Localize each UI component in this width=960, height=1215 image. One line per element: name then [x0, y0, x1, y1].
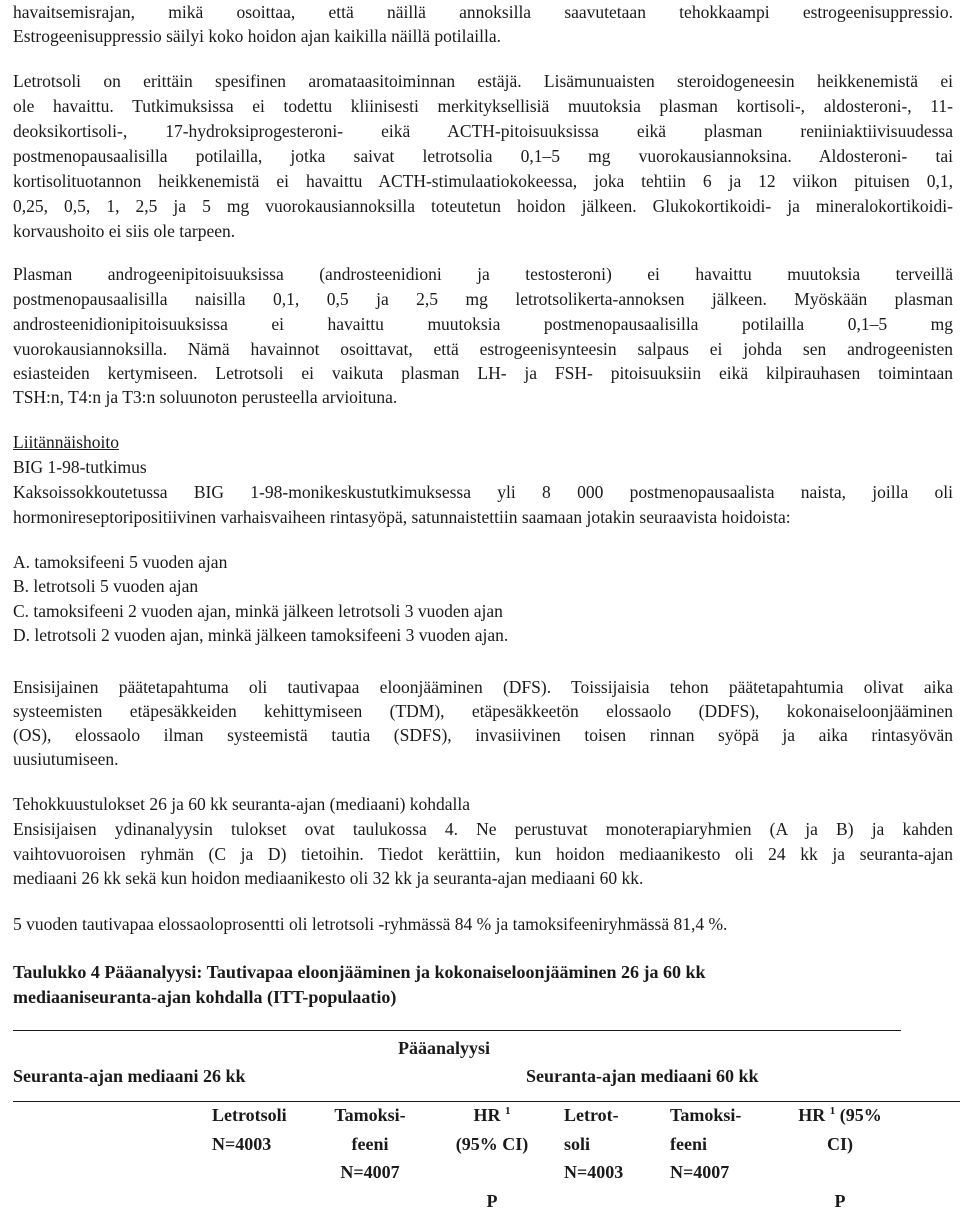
paragraph-line: Estrogeenisuppressio säilyi koko hoidon ajan kaikilla näillä potilailla. [13, 24, 501, 48]
table-group-header-26kk: Seuranta-ajan mediaani 26 kk [13, 1062, 246, 1091]
hr-ci-label: (95% [835, 1105, 882, 1125]
paragraph-line: ole havaittu. Tutkimuksissa ei todettu kliinisesti merkityksellisiä muutoksia plasman kortisoli-, aldosteroni-, 11- [13, 94, 953, 118]
column-header-hr-60 [788, 1101, 892, 1215]
column-header-line: Tamoksi- [670, 1101, 741, 1130]
paragraph-line: Ensisijaisen ydinanalyysin tulokset ovat taulukossa 4. Ne perustuvat monoterapiaryhmien (A ja B) ja kahden [13, 817, 953, 841]
column-header-hr-26 [444, 1101, 540, 1215]
column-header-line: N=4003 [564, 1158, 623, 1187]
footnote-mark: 1 [505, 1105, 511, 1117]
column-header-line: (95% CI) [444, 1130, 540, 1159]
paragraph-line: 5 vuoden tautivapaa elossaoloprosentti oli letrotsoli -ryhmässä 84 % ja tamoksifeeniryhmässä 81,4 %. [13, 912, 727, 936]
footnote-mark: 1 [830, 1105, 836, 1117]
column-header-line: feeni [324, 1130, 416, 1159]
paragraph-line: 0,25, 0,5, 1, 2,5 ja 5 mg vuorokausiannoksilla toteutetun hoidon jälkeen. Glukokortikoidi- ja mineralokortikoidi- [13, 194, 953, 218]
paragraph-line: Letrotsoli on erittäin spesifinen aromataasitoiminnan estäjä. Lisämunuaisten steroidogeneesin heikkenemistä ei [13, 69, 953, 93]
paragraph-line: hormonireseptoripositiivinen varhaisvaiheen rintasyöpä, satunnaistettiin saamaan jotakin seuraavista hoidoista: [13, 505, 791, 529]
treatment-arm-item: C. tamoksifeeni 2 vuoden ajan, minkä jälkeen letrotsoli 3 vuoden ajan [13, 599, 503, 623]
paragraph-line: vaihtovuoroisen ryhmän (C ja D) tietoihin. Tiedot kerättiin, kun hoidon mediaanikesto oli 24 kk ja seuranta-ajan [13, 842, 953, 866]
column-header-line: P [788, 1187, 892, 1215]
column-header-line: feeni [670, 1130, 741, 1159]
table-caption: Taulukko 4 Pääanalyysi: Tautivapaa eloonjääminen ja kokonaiseloonjääminen 26 ja 60 kk [13, 960, 706, 984]
study-name: BIG 1-98-tutkimus [13, 455, 147, 479]
paragraph-line: postmenopausaalisilla potilailla, jotka saivat letrotsolia 0,1–5 mg vuorokausiannoksina. Aldosteroni- tai [13, 144, 953, 168]
column-header-line: soli [564, 1130, 623, 1159]
paragraph-line: esiasteiden kertymiseen. Letrotsoli ei vaikuta plasman LH- ja FSH- pitoisuuksiin eikä kilpirauhasen toimintaan [13, 361, 953, 385]
paragraph-line: kortisolituotannon heikkenemistä ei havaittu ACTH-stimulaatiokokeessa, joka tehtiin 6 ja 12 viikon pituisen 0,1, [13, 169, 953, 193]
section-heading: Liitännäishoito [13, 430, 119, 454]
column-header-line: Letrotsoli [212, 1101, 287, 1130]
paragraph-line: postmenopausaalisilla naisilla 0,1, 0,5 ja 2,5 mg letrotsolikerta-annoksen jälkeen. Myöskään plasman [13, 287, 953, 311]
paragraph-line: Kaksoissokkoutetussa BIG 1-98-monikeskustutkimuksessa yli 8 000 postmenopausaalista naista, joilla oli [13, 480, 953, 504]
paragraph-line: deoksikortisoli-, 17-hydroksiprogesteroni- eikä ACTH-pitoisuuksissa eikä plasman reniiniaktiivisuudessa [13, 119, 953, 143]
column-header-letrozole-60 [564, 1101, 623, 1187]
paragraph-line: Ensisijainen päätetapahtuma oli tautivapaa eloonjääminen (DFS). Toissijaisia tehon päätetapahtumia olivat aika [13, 675, 953, 699]
paragraph-line: korvaushoito ei siis ole tarpeen. [13, 219, 235, 243]
paragraph-line: (OS), elossaolo ilman systeemistä tautia (SDFS), invasiivinen toisen rinnan syöpä ja aika rintasyövän [13, 723, 953, 747]
paragraph-line: TSH:n, T4:n ja T3:n soluunoton perusteella arvioituna. [13, 385, 397, 409]
paragraph-line: androsteenidionipitoisuuksissa ei havaittu muutoksia postmenopausaalisilla potilailla 0,1–5 mg [13, 312, 953, 336]
column-header-line: N=4007 [670, 1158, 741, 1187]
treatment-arm-item: D. letrotsoli 2 vuoden ajan, minkä jälkeen tamoksifeeni 3 vuoden ajan. [13, 623, 508, 647]
column-header-line: P [444, 1187, 540, 1215]
paragraph-line: havaitsemisrajan, mikä osoittaa, että näillä annoksilla saavutetaan tehokkaampi estrogeenisuppressio. [13, 0, 953, 24]
column-header-line: CI) [788, 1130, 892, 1159]
column-header-line: Letrot- [564, 1101, 623, 1130]
table-caption: mediaaniseuranta-ajan kohdalla (ITT-populaatio) [13, 985, 396, 1009]
column-header-letrozole-26 [212, 1101, 287, 1158]
subsection-heading: Tehokkuustulokset 26 ja 60 kk seuranta-ajan (mediaani) kohdalla [13, 792, 470, 816]
paragraph-line: mediaani 26 kk sekä kun hoidon mediaanikesto oli 32 kk ja seuranta-ajan mediaani 60 kk. [13, 866, 643, 890]
column-header-line: N=4003 [212, 1130, 287, 1159]
paragraph-line: vuorokausiannoksilla. Nämä havainnot osoittavat, että estrogeenisynteesin salpaus ei johda sen androgeenisten [13, 337, 953, 361]
column-header-line: Tamoksi- [324, 1101, 416, 1130]
column-header-tamoxifen-26 [324, 1101, 416, 1187]
column-header-line: N=4007 [324, 1158, 416, 1187]
table-rule-top [13, 1030, 901, 1031]
treatment-arm-item: A. tamoksifeeni 5 vuoden ajan [13, 550, 227, 574]
hr-label: HR [474, 1105, 501, 1125]
treatment-arm-item: B. letrotsoli 5 vuoden ajan [13, 574, 198, 598]
paragraph-line: systeemisten etäpesäkkeiden kehittymiseen (TDM), etäpesäkkeetön elossaolo (DDFS), kokonaiseloonjääminen [13, 699, 953, 723]
hr-label: HR [798, 1105, 825, 1125]
paragraph-line: Plasman androgeenipitoisuuksissa (androsteenidioni ja testosteroni) ei havaittu muutoksia terveillä [13, 262, 953, 286]
table-super-header: Pääanalyysi [398, 1034, 490, 1063]
column-header-tamoxifen-60 [670, 1101, 741, 1187]
paragraph-line: uusiutumiseen. [13, 747, 118, 771]
table-group-header-60kk: Seuranta-ajan mediaani 60 kk [526, 1062, 759, 1091]
